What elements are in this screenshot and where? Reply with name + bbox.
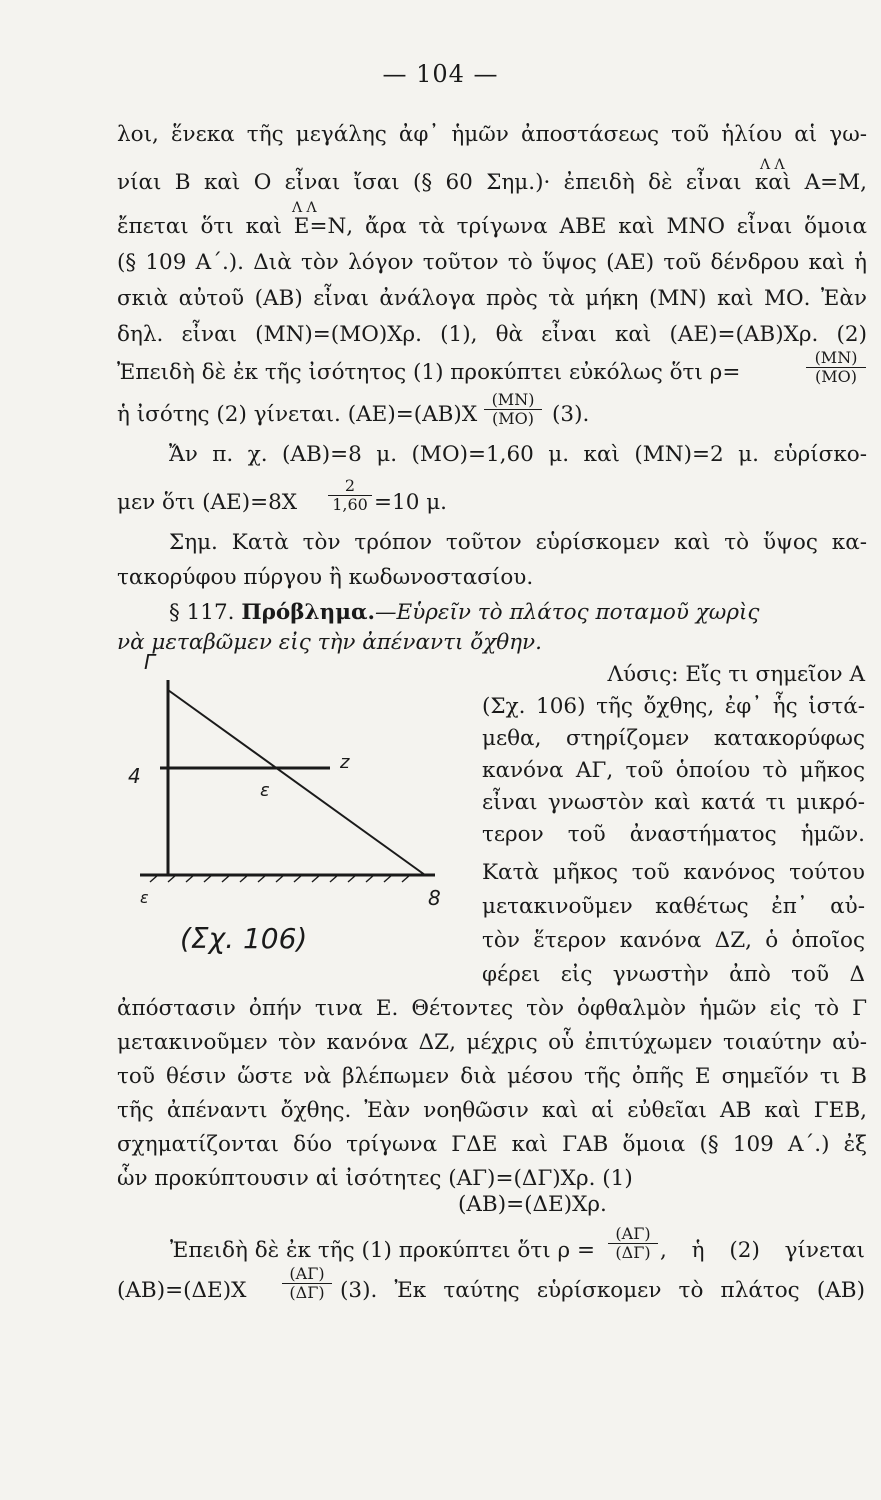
text-line: ἀπόστασιν ὀπήν τινα Ε. Θέτοντες τὸν ὀφθαλμὸν ἡμῶν εἰς τὸ Γ <box>117 996 867 1021</box>
text-line: νίαι Β καὶ Ο εἶναι ἴσαι (§ 60 Σημ.)· ἐπειδὴ δὲ εἶναι καὶ Α=Μ, <box>117 170 867 195</box>
page-number: — 104 — <box>382 60 499 88</box>
denominator: 1,60 <box>332 495 368 514</box>
text-line: ἔπεται ὅτι καὶ Ε=Ν, ἄρα τὰ τρίγωνα ΑΒΕ καὶ ΜΝΟ εἶναι ὅμοια <box>117 214 867 239</box>
figure-106 <box>120 650 450 910</box>
problem-text: —Εὑρεῖν τὸ πλάτος ποταμοῦ χωρὶς <box>375 600 760 625</box>
column-line: τερον τοῦ ἀναστήματος ἡμῶν. <box>482 822 865 847</box>
text-line: Ἐπειδὴ δὲ ἐκ τῆς (1) προκύπτει ὅτι ρ = <box>170 1238 596 1263</box>
label-z: z <box>340 752 350 773</box>
fraction <box>608 1226 658 1261</box>
text-line: Ἄν π. χ. (ΑΒ)=8 μ. (ΜΟ)=1,60 μ. καὶ (ΜΝ)=2 μ. εὑρίσκο- <box>169 442 867 467</box>
numerator: (ΑΓ) <box>615 1224 651 1243</box>
text-line: , ἡ (2) γίνεται <box>660 1238 865 1263</box>
text-line: μεν ὅτι (ΑΕ)=8Χ <box>117 490 298 515</box>
numerator: 2 <box>344 476 356 495</box>
text-line: ἡ ἰσότης (2) γίνεται. (ΑΕ)=(ΑΒ)Χ <box>117 402 478 427</box>
column-line: φέρει εἰς γνωστὴν ἀπὸ τοῦ Δ <box>482 962 865 987</box>
denominator: (ΜΟ) <box>815 367 857 386</box>
label-e: ε <box>260 780 270 801</box>
equation-line: (ΑΒ)=(ΔΕ)Χρ. <box>458 1192 607 1217</box>
text-line: σκιὰ αὐτοῦ (ΑΒ) εἶναι ἀνάλογα πρὸς τὰ μήκη (ΜΝ) καὶ ΜΟ. Ἐὰν <box>117 286 867 311</box>
problem-title: Πρόβλημα. <box>241 600 376 625</box>
accent-marks: Λ Λ <box>292 200 317 216</box>
denominator: (ΔΓ) <box>289 1283 325 1302</box>
text-line: Σημ. Κατὰ τὸν τρόπον τοῦτον εὑρίσκομεν καὶ τὸ ὕψος κα- <box>169 530 867 555</box>
text-line: τῆς ἀπέναντι ὄχθης. Ἐὰν νοηθῶσιν καὶ αἱ εὐθεῖαι ΑΒ καὶ ΓΕΒ, <box>117 1098 867 1123</box>
text-line: σχηματίζονται δύο τρίγωνα ΓΔΕ καὶ ΓΑΒ ὅμοια (§ 109 Α΄.) ἐξ <box>117 1132 867 1157</box>
text-line: λοι, ἕνεκα τῆς μεγάλης ἀφ᾽ ἡμῶν ἀποστάσεως τοῦ ἡλίου αἱ γω- <box>117 122 867 147</box>
text-line: (ΑΒ)=(ΔΕ)Χ <box>117 1278 247 1303</box>
label-b: 8 <box>428 886 441 910</box>
numerator: (ΑΓ) <box>289 1264 325 1283</box>
sight-line-geb <box>168 690 425 875</box>
text-line: τοῦ θέσιν ὥστε νὰ βλέπωμεν διὰ μέσου τῆς ὀπῆς Ε σημεῖόν τι Β <box>117 1064 867 1089</box>
section-number: § 117. <box>169 600 235 625</box>
column-line: εἶναι γνωστὸν καὶ κατά τι μικρό- <box>482 790 865 815</box>
text-line: (3). Ἐκ ταύτης εὑρίσκομεν τὸ πλάτος (ΑΒ) <box>340 1278 865 1303</box>
column-line: Λύσις: Εἴς τι σημεῖον Α <box>607 662 865 687</box>
accent-marks: Λ Λ <box>760 157 785 173</box>
text-line: τακορύφου πύργου ἢ κωδωνοστασίου. <box>117 565 534 590</box>
problem-heading <box>117 598 867 628</box>
column-line: κανόνα ΑΓ, τοῦ ὁποίου τὸ μῆκος <box>482 758 865 783</box>
label-g: Γ <box>144 650 156 674</box>
column-line: μετακινοῦμεν καθέτως ἐπ᾽ αὐ- <box>482 894 865 919</box>
text-line: μετακινοῦμεν τὸν κανόνα ΔΖ, μέχρις οὗ ἐπιτύχωμεν τοιαύτην αὐ- <box>117 1030 867 1055</box>
text-line: ὧν προκύπτουσιν αἱ ἰσότητες (ΑΓ)=(ΔΓ)Χρ. (1) <box>117 1166 633 1191</box>
label-d: 4 <box>128 764 141 788</box>
denominator: (ΜΟ) <box>492 409 534 428</box>
fraction <box>328 478 372 513</box>
column-line: Κατὰ μῆκος τοῦ κανόνος τούτου <box>482 860 865 885</box>
fraction <box>282 1266 332 1301</box>
fraction <box>806 350 866 385</box>
label-a: ɛ <box>140 888 149 907</box>
text-line: (§ 109 Α΄.). Διὰ τὸν λόγον τοῦτον τὸ ὕψος (ΑΕ) τοῦ δένδρου καὶ ἡ <box>117 250 867 275</box>
column-line: (Σχ. 106) τῆς ὄχθης, ἐφ᾽ ἧς ἱστά- <box>482 694 865 719</box>
numerator: (ΜΝ) <box>491 390 535 409</box>
column-line: μεθα, στηρίζομεν κατακορύφως <box>482 726 865 751</box>
column-line: τὸν ἕτερον κανόνα ΔΖ, ὁ ὁποῖος <box>482 928 865 953</box>
equation-number: (3). <box>552 402 590 427</box>
numerator: (ΜΝ) <box>814 348 858 367</box>
result: =10 μ. <box>374 490 448 515</box>
fraction <box>484 392 542 427</box>
denominator: (ΔΓ) <box>615 1243 651 1262</box>
figure-caption: (Σχ. 106) <box>180 922 308 955</box>
problem-text: νὰ μεταβῶμεν εἰς τὴν ἀπέναντι ὄχθην. <box>117 630 542 655</box>
text-line: δηλ. εἶναι (ΜΝ)=(ΜΟ)Χρ. (1), θὰ εἶναι καὶ (ΑΕ)=(ΑΒ)Χρ. (2) <box>117 322 867 347</box>
text-line: Ἐπειδὴ δὲ ἐκ τῆς ἰσότητος (1) προκύπτει εὐκόλως ὅτι ρ= <box>117 360 741 385</box>
